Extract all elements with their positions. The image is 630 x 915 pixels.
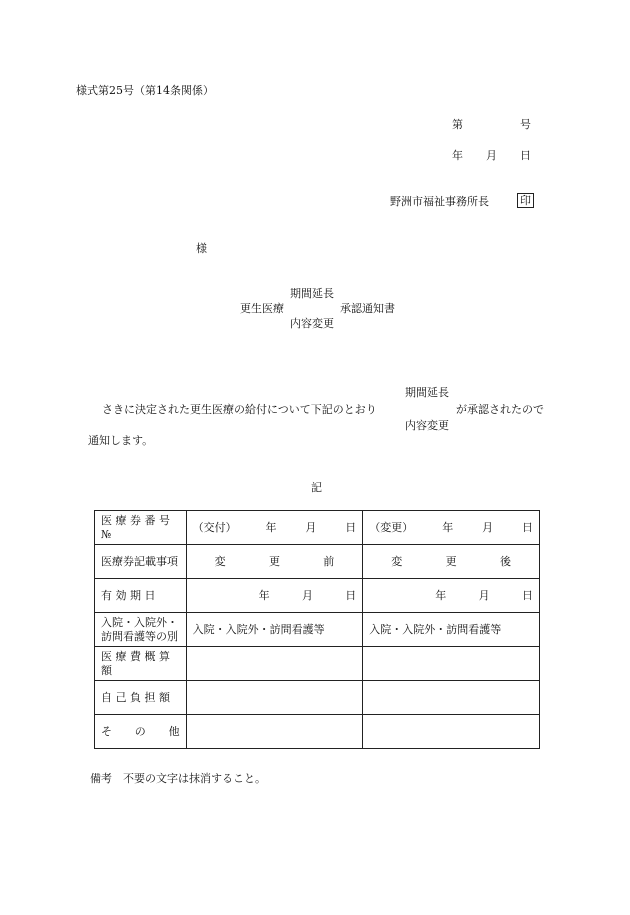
issued-month: 月 bbox=[305, 520, 317, 534]
table-row-validity-date bbox=[95, 579, 540, 613]
other-char-2: の bbox=[134, 724, 146, 738]
after-char-3: 後 bbox=[499, 554, 511, 568]
self-pay-before bbox=[186, 681, 363, 715]
before-char-3: 前 bbox=[323, 554, 335, 568]
date-year-label: 年 bbox=[452, 149, 463, 162]
table-row-care-type bbox=[95, 613, 540, 647]
title-option-bottom: 内容変更 bbox=[290, 317, 334, 330]
ki-heading: 記 bbox=[311, 481, 322, 494]
body-option-bottom: 内容変更 bbox=[405, 419, 449, 432]
estimated-cost-label: 医 療 費 概 算 額 bbox=[95, 647, 187, 681]
ticket-items-label: 医療券記載事項 bbox=[95, 545, 187, 579]
estimated-cost-after bbox=[363, 647, 540, 681]
document-number-go: 号 bbox=[520, 118, 531, 131]
date-month-label: 月 bbox=[486, 149, 497, 162]
seal-mark: 印 bbox=[517, 193, 534, 208]
validity-before-year: 年 bbox=[258, 588, 270, 602]
title-main-right: 承認通知書 bbox=[340, 302, 395, 315]
form-number: 様式第25号（第14条関係） bbox=[76, 84, 214, 97]
before-change-cell bbox=[186, 545, 363, 579]
after-change-cell bbox=[363, 545, 540, 579]
after-char-1: 変 bbox=[391, 554, 403, 568]
issued-year: 年 bbox=[265, 520, 277, 534]
validity-after-month: 月 bbox=[478, 588, 490, 602]
care-type-after: 入院・入院外・訪問看護等 bbox=[363, 613, 540, 647]
title-option-top: 期間延長 bbox=[290, 287, 334, 300]
after-char-2: 更 bbox=[445, 554, 457, 568]
table-row-ticket-items bbox=[95, 545, 540, 579]
changed-prefix: （変更） bbox=[369, 520, 414, 534]
validity-after-cell bbox=[363, 579, 540, 613]
document-number-dai: 第 bbox=[452, 118, 463, 131]
title-main-left: 更生医療 bbox=[240, 302, 284, 315]
changed-date-cell bbox=[363, 511, 540, 545]
issuer-name: 野洲市福祉事務所長 bbox=[390, 195, 489, 208]
self-pay-after bbox=[363, 681, 540, 715]
ticket-number-label-sub: № bbox=[101, 527, 112, 541]
table-row-estimated-cost bbox=[95, 647, 540, 681]
validity-before-day: 日 bbox=[345, 588, 357, 602]
validity-after-year: 年 bbox=[435, 588, 447, 602]
other-label-cell bbox=[95, 715, 187, 749]
ticket-number-label: 医 療 券 番 号 bbox=[101, 513, 170, 527]
body-sentence-part1: さきに決定された更生医療の給付について下記のとおり bbox=[102, 403, 377, 416]
table-row-other bbox=[95, 715, 540, 749]
other-char-3: 他 bbox=[168, 724, 180, 738]
changed-month: 月 bbox=[482, 520, 494, 534]
remarks: 備考 不要の文字は抹消すること。 bbox=[90, 772, 266, 785]
care-type-label-line2: 訪問看護等の別 bbox=[101, 629, 178, 643]
validity-before-month: 月 bbox=[301, 588, 313, 602]
self-pay-label: 自 己 負 担 額 bbox=[95, 681, 187, 715]
approval-table bbox=[94, 510, 540, 749]
care-type-label-line1: 入院・入院外・ bbox=[101, 615, 178, 629]
estimated-cost-before bbox=[186, 647, 363, 681]
changed-day: 日 bbox=[521, 520, 533, 534]
body-option-top: 期間延長 bbox=[405, 386, 449, 399]
addressee-sama: 様 bbox=[196, 242, 207, 255]
care-type-before: 入院・入院外・訪問看護等 bbox=[186, 613, 363, 647]
ticket-number-label-cell bbox=[95, 511, 187, 545]
date-day-label: 日 bbox=[520, 149, 531, 162]
table-row-ticket-number bbox=[95, 511, 540, 545]
issued-prefix: （交付） bbox=[192, 520, 237, 534]
body-sentence-line2: 通知します。 bbox=[88, 434, 154, 447]
before-char-1: 変 bbox=[214, 554, 226, 568]
other-char-1: そ bbox=[101, 724, 112, 738]
validity-after-day: 日 bbox=[521, 588, 533, 602]
care-type-label-cell bbox=[95, 613, 187, 647]
table-row-self-pay bbox=[95, 681, 540, 715]
before-char-2: 更 bbox=[268, 554, 280, 568]
other-before bbox=[186, 715, 363, 749]
validity-date-label: 有 効 期 日 bbox=[95, 579, 187, 613]
body-sentence-part2: が承認されたので bbox=[456, 403, 544, 416]
other-after bbox=[363, 715, 540, 749]
changed-year: 年 bbox=[442, 520, 454, 534]
validity-before-cell bbox=[186, 579, 363, 613]
issued-day: 日 bbox=[345, 520, 357, 534]
issued-date-cell bbox=[186, 511, 363, 545]
